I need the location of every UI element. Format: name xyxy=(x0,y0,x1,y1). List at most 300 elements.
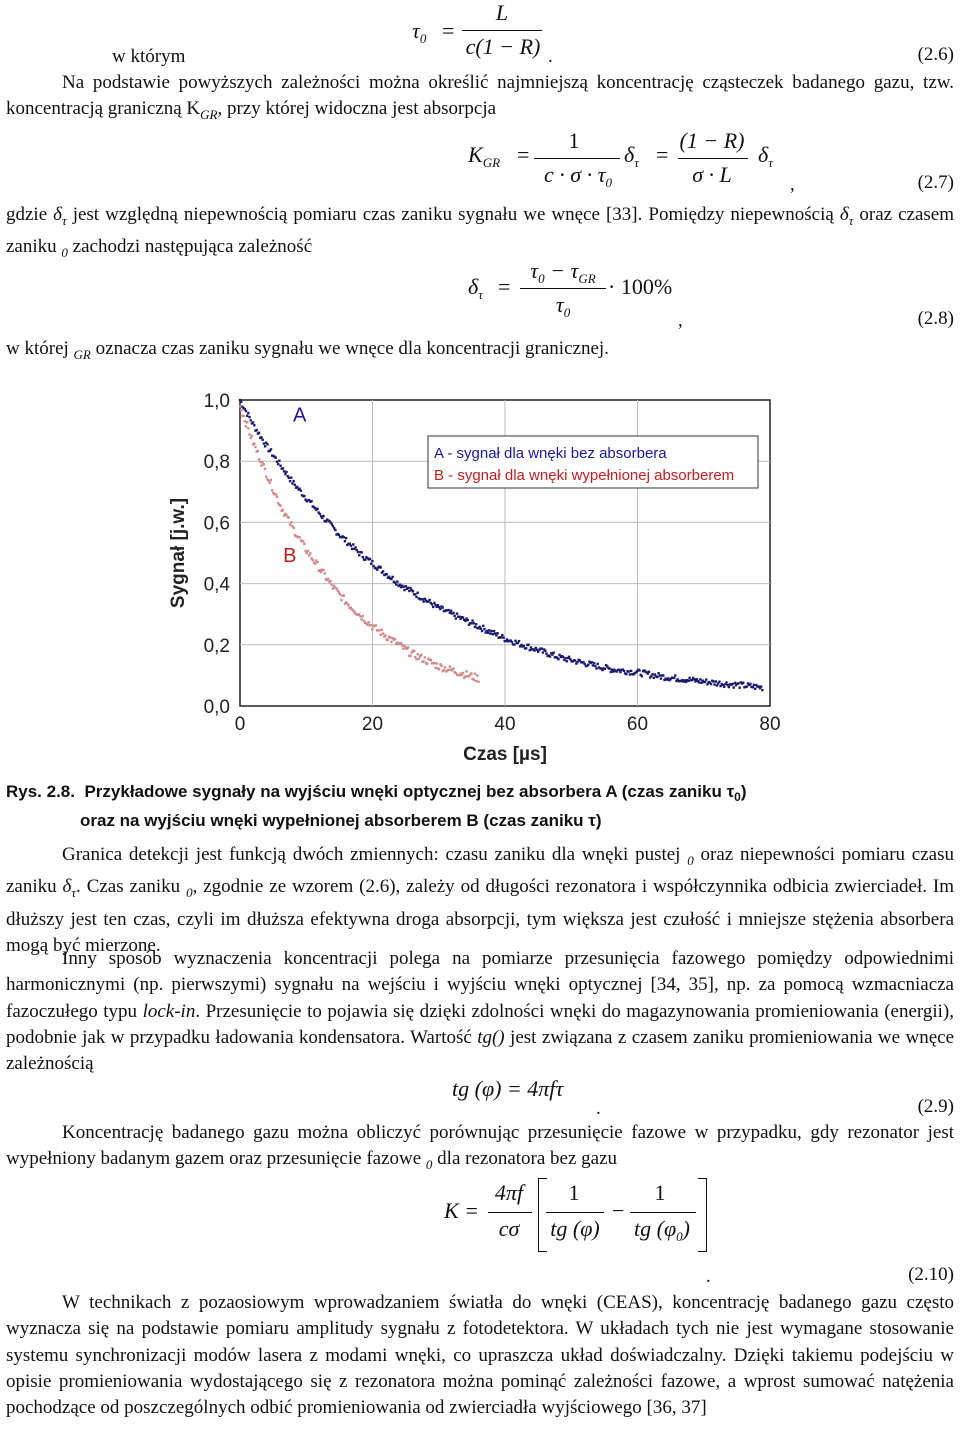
data-point xyxy=(754,688,756,690)
data-point xyxy=(269,481,271,483)
data-point xyxy=(718,680,720,682)
paragraph-7: W technikach z pozaosiowym wprowadzaniem światła do wnęki (CEAS), koncentrację badanego gazu często wyznacza się na podstawie pomiaru amplitudy sygnału z fotodetektora. W układach tych nie jest wymagane stosowanie systemu synchronizacji modów lasera z modami wnęki, co upraszcza układ doświadczalny. Dzięki takiemu podejściu w opisie promieniowania wydostającego się z rezonatora można pominąć zależności fazowe, a wprost sumować natężenia pochodzące od poszczególnych odbić promieniowania od zwierciadła wyjściowego [36, 37] xyxy=(6,1292,954,1419)
data-point xyxy=(408,590,410,592)
data-point xyxy=(480,627,482,629)
data-point xyxy=(568,656,570,658)
data-point xyxy=(525,647,527,649)
data-point xyxy=(403,589,405,591)
data-point xyxy=(500,636,502,638)
data-point xyxy=(350,544,352,546)
data-point xyxy=(576,661,578,663)
data-point xyxy=(483,628,485,630)
data-point xyxy=(331,584,333,586)
data-point xyxy=(275,493,277,495)
data-point xyxy=(390,578,392,580)
data-point xyxy=(412,590,414,592)
data-point xyxy=(380,634,382,636)
data-point xyxy=(495,634,497,636)
data-point xyxy=(259,461,261,463)
data-point xyxy=(309,552,311,554)
data-point xyxy=(731,683,733,685)
data-point xyxy=(357,551,359,553)
data-point xyxy=(316,508,318,510)
x-axis-label: Czas [µs] xyxy=(463,744,547,765)
data-point xyxy=(358,613,360,615)
data-point xyxy=(344,540,346,542)
data-point xyxy=(628,670,630,672)
data-point xyxy=(597,663,599,665)
data-point xyxy=(450,610,452,612)
data-point xyxy=(458,615,460,617)
data-point xyxy=(279,505,281,507)
data-point xyxy=(285,514,287,516)
data-point xyxy=(329,580,331,582)
data-point xyxy=(587,664,589,666)
eq-2-6-numerator: L xyxy=(495,0,509,25)
data-point xyxy=(284,473,286,475)
data-point xyxy=(263,442,265,444)
data-point xyxy=(409,655,411,657)
data-point xyxy=(473,679,475,681)
data-point xyxy=(488,629,490,631)
data-point xyxy=(542,651,544,653)
data-point xyxy=(251,435,253,437)
data-point xyxy=(387,639,389,641)
data-point xyxy=(385,573,387,575)
data-point xyxy=(752,686,754,688)
data-point xyxy=(266,443,268,445)
data-point xyxy=(322,569,324,571)
data-point xyxy=(449,612,451,614)
data-point xyxy=(557,658,559,660)
data-point xyxy=(416,592,418,594)
data-point xyxy=(443,669,445,671)
data-point xyxy=(370,563,372,565)
data-point xyxy=(320,571,322,573)
data-point xyxy=(470,622,472,624)
data-point xyxy=(310,500,312,502)
data-point xyxy=(462,672,464,674)
data-point xyxy=(250,419,252,421)
data-point xyxy=(710,683,712,685)
data-point xyxy=(452,668,454,670)
eq-2-8-number: (2.8) xyxy=(917,308,954,329)
eq-2-6-denominator: c(1 − R) xyxy=(465,34,541,59)
data-point xyxy=(470,672,472,674)
data-point xyxy=(734,682,736,684)
data-point xyxy=(648,671,650,673)
data-point xyxy=(242,415,244,417)
eq-2-6-intro: w którym xyxy=(112,46,186,67)
data-point xyxy=(474,673,476,675)
data-point xyxy=(514,640,516,642)
data-point xyxy=(476,674,478,676)
data-point xyxy=(322,515,324,517)
data-point xyxy=(308,554,310,556)
data-point xyxy=(715,680,717,682)
data-point xyxy=(290,521,292,523)
data-point xyxy=(583,663,585,665)
data-point xyxy=(723,686,725,688)
data-point xyxy=(296,486,298,488)
data-point xyxy=(713,683,715,685)
paragraph-3: w której $_{GR}$ oznacza czas zaniku sygnału we wnęce dla koncentracji granicznej. xyxy=(6,338,609,362)
data-point xyxy=(394,638,396,640)
data-point xyxy=(489,632,491,634)
data-point xyxy=(247,412,249,414)
data-point xyxy=(421,598,423,600)
data-point xyxy=(332,587,334,589)
data-point xyxy=(415,658,417,660)
data-point xyxy=(288,516,290,518)
data-point xyxy=(549,655,551,657)
data-point xyxy=(246,421,248,423)
data-point xyxy=(544,650,546,652)
data-point xyxy=(594,665,596,667)
data-point xyxy=(629,673,631,675)
data-point xyxy=(558,654,560,656)
data-point xyxy=(378,629,380,631)
data-point xyxy=(415,596,417,598)
paragraph-5: Inny sposób wyznaczenia koncentracji polega na pomiarze przesunięcia fazowego pomiędzy odpowiednimi harmonicznymi (np. pierwszymi) sygnału na wejściu i wyjściu wnęki optycznej [34, 35], np. za pomocą wzmacniacza fazoczułego typu lock-in. Przesunięcie to pojawia się dzięki zdolności wnęki do magazynowania promieniowania (energii), podobnie jak w przypadku ładowania kondensatora. Wartość tg() jest związana z czasem zaniku promieniowania we wnęce zależnością xyxy=(6,948,955,1075)
data-point xyxy=(630,670,632,672)
data-point xyxy=(422,600,424,602)
data-point xyxy=(270,479,272,481)
data-point xyxy=(662,674,664,676)
data-point xyxy=(475,680,477,682)
data-point xyxy=(749,683,751,685)
data-point xyxy=(430,659,432,661)
data-point xyxy=(300,490,302,492)
data-point xyxy=(704,681,706,683)
data-point xyxy=(432,606,434,608)
data-point xyxy=(474,626,476,628)
data-point xyxy=(523,645,525,647)
data-point xyxy=(381,629,383,631)
data-point xyxy=(289,480,291,482)
data-point xyxy=(438,668,440,670)
data-point xyxy=(382,570,384,572)
data-point xyxy=(527,644,529,646)
data-point xyxy=(673,677,675,679)
data-point xyxy=(400,642,402,644)
data-point xyxy=(760,685,762,687)
data-point xyxy=(264,445,266,447)
data-point xyxy=(289,523,291,525)
data-point xyxy=(285,471,287,473)
eq-2-7: $K_{GR}$ = 1 $c \cdot \sigma \cdot \tau_0$ $\delta_\tau$ = (1 − R) σ · L $\delta_\tau$ xyxy=(468,128,773,190)
data-point xyxy=(303,543,305,545)
data-point xyxy=(481,630,483,632)
data-point xyxy=(456,612,458,614)
data-point xyxy=(694,680,696,682)
data-point xyxy=(660,677,662,679)
data-point xyxy=(275,457,277,459)
data-point xyxy=(282,509,284,511)
data-point xyxy=(255,429,257,431)
data-point xyxy=(396,580,398,582)
data-point xyxy=(700,682,702,684)
data-point xyxy=(623,670,625,672)
data-point xyxy=(742,682,744,684)
data-point xyxy=(340,599,342,601)
data-point xyxy=(245,425,247,427)
data-point xyxy=(248,416,250,418)
data-point xyxy=(335,587,337,589)
data-point xyxy=(691,679,693,681)
data-point xyxy=(306,552,308,554)
data-point xyxy=(437,604,439,606)
y-tick-label: 0,6 xyxy=(203,513,230,535)
eq-2-7-number: (2.7) xyxy=(917,172,954,193)
data-point xyxy=(316,561,318,563)
data-point xyxy=(482,625,484,627)
data-point xyxy=(487,632,489,634)
data-point xyxy=(657,672,659,674)
data-point xyxy=(312,559,314,561)
data-point xyxy=(610,671,612,673)
data-point xyxy=(382,632,384,634)
data-point xyxy=(475,623,477,625)
data-point xyxy=(433,662,435,664)
data-point xyxy=(465,670,467,672)
data-point xyxy=(390,641,392,643)
eq-2-10: K = 4πf cσ 1 tg (φ) − 1 tg $(\varphi_0)$ xyxy=(0,1176,960,1256)
y-axis-label: Sygnał [j.w.] xyxy=(168,497,189,609)
data-point xyxy=(638,669,640,671)
data-point xyxy=(366,624,368,626)
data-point xyxy=(591,661,593,663)
data-point xyxy=(258,458,260,460)
data-point xyxy=(541,647,543,649)
data-point xyxy=(360,551,362,553)
eq-2-9: tg (φ) = 4πfτ xyxy=(452,1076,564,1101)
data-point xyxy=(501,634,503,636)
data-point xyxy=(552,651,554,653)
caption-label: Rys. 2.8. xyxy=(6,782,75,801)
data-point xyxy=(376,569,378,571)
data-point xyxy=(452,612,454,614)
eq-2-6-number: (2.6) xyxy=(917,44,954,65)
data-point xyxy=(444,666,446,668)
data-point xyxy=(276,496,278,498)
data-point xyxy=(608,668,610,670)
data-point xyxy=(656,676,658,678)
eq-2-6: $\tau_0$ = L c(1 − R) xyxy=(0,0,960,70)
data-point xyxy=(402,647,404,649)
data-point xyxy=(405,585,407,587)
data-point xyxy=(395,583,397,585)
eq-2-8: $\delta_\tau$ = $\tau_0 - \tau_{GR}$ $\tau_0$ · 100% xyxy=(468,258,673,320)
data-point xyxy=(370,624,372,626)
data-point xyxy=(467,619,469,621)
data-point xyxy=(278,460,280,462)
data-point xyxy=(502,636,504,638)
y-tick-label: 0,4 xyxy=(203,574,230,596)
paragraph-1: Na podstawie powyższych zależności można określić najmniejszą koncentrację cząsteczek badanego gazu, tzw. koncentracją graniczną $K_{GR}$, przy której widoczna jest absorpcja xyxy=(6,72,954,123)
data-point xyxy=(360,618,362,620)
data-point xyxy=(270,448,272,450)
annotation-B: B xyxy=(283,545,297,568)
data-point xyxy=(248,433,250,435)
data-point xyxy=(260,436,262,438)
data-point xyxy=(277,463,279,465)
eq-2-10-number: (2.10) xyxy=(908,1264,954,1285)
decay-chart xyxy=(150,380,810,770)
data-point xyxy=(261,439,263,441)
data-point xyxy=(564,657,566,659)
data-point xyxy=(358,554,360,556)
data-point xyxy=(732,686,734,688)
data-point xyxy=(375,624,377,626)
y-tick-label: 0,0 xyxy=(203,697,230,718)
data-point xyxy=(688,677,690,679)
data-point xyxy=(339,593,341,595)
data-point xyxy=(728,686,730,688)
data-point xyxy=(493,630,495,632)
data-point xyxy=(687,680,689,682)
data-point xyxy=(426,663,428,665)
figure-caption: Rys. 2.8. Przykładowe sygnały na wyjściu wnęki optycznej bez absorbera A (czas zaniku $\tau_0$) oraz na wyjściu wnęki wypełnionej absorberem B (czas zaniku τ) xyxy=(6,782,747,830)
data-point xyxy=(659,674,661,676)
data-point xyxy=(518,640,520,642)
data-point xyxy=(402,586,404,588)
data-point xyxy=(352,543,354,545)
data-point xyxy=(433,602,435,604)
paragraph-2: gdzie $\delta_\tau$ jest względną niepewnością pomiaru czas zaniku sygnału we wnęce [33]. Pomiędzy niepewnością $\delta_\tau$ oraz czasem zaniku $_0$ zachodzi następująca zależność xyxy=(6,204,954,261)
data-point xyxy=(307,550,309,552)
data-point xyxy=(705,678,707,680)
data-point xyxy=(533,649,535,651)
data-point xyxy=(442,606,444,608)
data-point xyxy=(761,689,763,691)
data-point xyxy=(271,489,273,491)
data-point xyxy=(725,681,727,683)
data-point xyxy=(260,464,262,466)
data-point xyxy=(264,468,266,470)
data-point xyxy=(492,633,494,635)
data-point xyxy=(699,678,701,680)
data-point xyxy=(240,409,242,411)
data-point xyxy=(354,546,356,548)
data-point xyxy=(490,630,492,632)
data-point xyxy=(511,641,513,643)
data-point xyxy=(464,620,466,622)
data-point xyxy=(292,527,294,529)
x-tick-label: 40 xyxy=(494,714,516,735)
data-point xyxy=(401,644,403,646)
data-point xyxy=(428,599,430,601)
data-point xyxy=(384,634,386,636)
data-point xyxy=(619,671,621,673)
data-point xyxy=(439,608,441,610)
data-point xyxy=(343,594,345,596)
data-point xyxy=(693,678,695,680)
data-point xyxy=(420,654,422,656)
data-point xyxy=(440,665,442,667)
legend-entry: B - sygnał dla wnęki wypełnionej absorberem xyxy=(434,467,735,484)
data-point xyxy=(461,674,463,676)
y-tick-label: 0,2 xyxy=(203,635,230,657)
data-point xyxy=(653,677,655,679)
data-point xyxy=(641,675,643,677)
paragraph-4: Granica detekcji jest funkcją dwóch zmiennych: czasu zaniku dla wnęki pustej $_0$ oraz niepewności pomiaru czasu zaniku $\delta_\tau$. Czas zaniku $_0$, zgodnie ze wzorem (2.6), zależy od długości rezonatora i współczynnika odbicia zwierciadeł. Im dłuższy jest ten czas, czyli im dłuższa efektywna droga absorpcji, tym większa jest czułość i mniejsze stężenia absorbera mogą być mierzone. xyxy=(6,844,954,956)
data-point xyxy=(477,681,479,683)
data-point xyxy=(347,604,349,606)
data-point xyxy=(338,591,340,593)
data-point xyxy=(453,615,455,617)
data-point xyxy=(424,656,426,658)
data-point xyxy=(279,464,281,466)
eq-2-9-number: (2.9) xyxy=(917,1096,954,1117)
data-point xyxy=(447,609,449,611)
data-point xyxy=(513,643,515,645)
data-point xyxy=(246,415,248,417)
data-point xyxy=(343,536,345,538)
data-point xyxy=(369,558,371,560)
annotation-A: A xyxy=(293,404,307,427)
data-point xyxy=(462,616,464,618)
data-point xyxy=(592,664,594,666)
data-point xyxy=(303,495,305,497)
data-point xyxy=(245,410,247,412)
data-point xyxy=(471,619,473,621)
data-point xyxy=(391,576,393,578)
data-point xyxy=(449,665,451,667)
data-point xyxy=(302,540,304,542)
data-point xyxy=(618,669,620,671)
x-tick-label: 60 xyxy=(626,714,649,735)
data-point xyxy=(247,427,249,429)
data-point xyxy=(529,649,531,651)
data-point xyxy=(698,681,700,683)
data-point xyxy=(334,529,336,531)
data-point xyxy=(545,652,547,654)
data-point xyxy=(706,683,708,685)
data-point xyxy=(407,646,409,648)
data-point xyxy=(288,477,290,479)
data-point xyxy=(413,650,415,652)
data-point xyxy=(464,675,466,677)
data-point xyxy=(244,420,246,422)
data-point xyxy=(414,656,416,658)
data-point xyxy=(604,668,606,670)
data-point xyxy=(368,621,370,623)
data-point xyxy=(327,578,329,580)
data-point xyxy=(737,682,739,684)
data-point xyxy=(496,632,498,634)
data-point xyxy=(265,475,267,477)
data-point xyxy=(276,461,278,463)
data-point xyxy=(282,467,284,469)
data-point xyxy=(407,587,409,589)
data-point xyxy=(292,480,294,482)
data-point xyxy=(447,669,449,671)
data-point xyxy=(593,662,595,664)
x-tick-label: 0 xyxy=(234,714,246,735)
legend-entry: A - sygnał dla wnęki bez absorbera xyxy=(434,445,667,462)
y-tick-label: 1,0 xyxy=(203,391,230,412)
data-point xyxy=(566,660,568,662)
data-point xyxy=(298,536,300,538)
data-point xyxy=(389,636,391,638)
data-point xyxy=(314,562,316,564)
data-point xyxy=(418,658,420,660)
data-point xyxy=(738,686,740,688)
paragraph-6: Koncentrację badanego gazu można obliczyć porównując przesunięcie fazowe w przypadku, gdy rezonator jest wypełniony badanym gazem oraz przesunięcie fazowe $_0$ dla rezonatora bez gazu xyxy=(6,1122,954,1173)
data-point xyxy=(252,421,254,423)
data-point xyxy=(250,437,252,439)
